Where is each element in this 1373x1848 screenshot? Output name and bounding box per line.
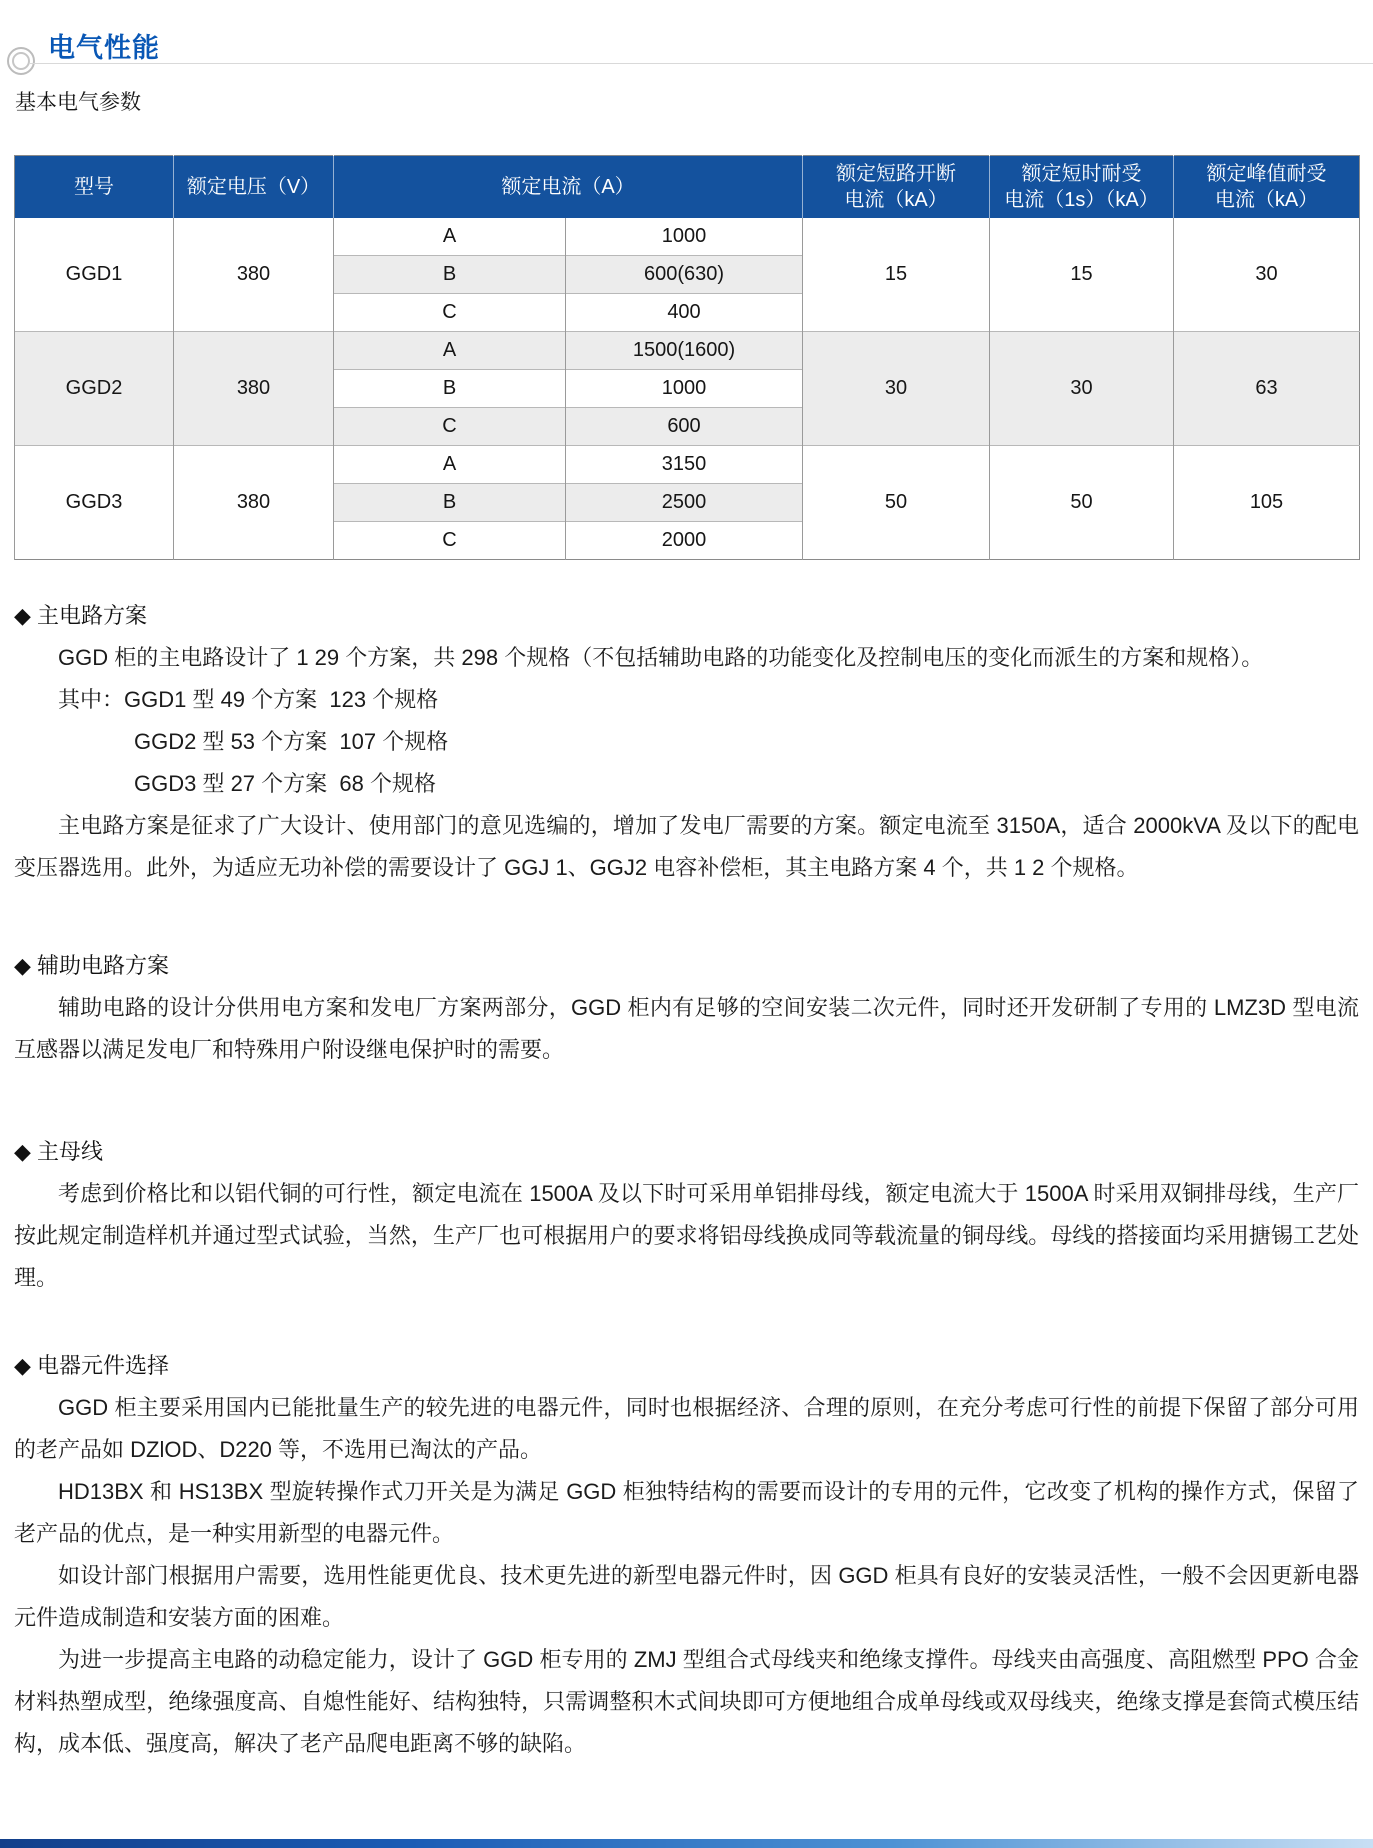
voltage-cell: 380 (174, 446, 334, 560)
model-cell: GGD1 (15, 218, 174, 332)
current-value-cell: 400 (566, 294, 803, 332)
header-voltage: 额定电压（V） (174, 156, 334, 219)
scheme-note-line: GGD3 型 27 个方案 68 个规格 (134, 771, 436, 796)
current-value-cell: 1000 (566, 218, 803, 256)
current-letter-cell: C (334, 294, 566, 332)
paragraph: HD13BX 和 HS13BX 型旋转操作式刀开关是为满足 GGD 柜独特结构的需要而设计的专用的元件，它改变了机构的操作方式，保留了老产品的优点，是一种实用新型的电器元件。 (14, 1479, 1359, 1546)
current-value-cell: 2500 (566, 484, 803, 522)
table-row (15, 446, 1360, 484)
current-letter-cell: A (334, 332, 566, 370)
header-divider-line (30, 63, 1373, 64)
current-value-cell: 600(630) (566, 256, 803, 294)
current-letter-cell: A (334, 218, 566, 256)
section-heading: ◆ 电器元件选择 (14, 1353, 170, 1378)
section-heading: ◆ 主电路方案 (14, 603, 148, 628)
peak-current-cell: 63 (1174, 332, 1360, 446)
peak-current-cell: 105 (1174, 446, 1360, 560)
section-component-selection (0, 1345, 1373, 1765)
scheme-note-line: GGD2 型 53 个方案 107 个规格 (134, 729, 449, 754)
current-letter-cell: A (334, 446, 566, 484)
breaking-current-cell: 30 (803, 332, 990, 446)
model-cell: GGD2 (15, 332, 174, 446)
ring-icon (7, 47, 35, 75)
paragraph: 为进一步提高主电路的动稳定能力，设计了 GGD 柜专用的 ZMJ 型组合式母线夹和绝缘支撑件。母线夹由高强度、高阻燃型 PPO 合金材料热塑成型，绝缘强度高、自熄性能好、结构独特，只需调整积木式间块即可方便地组合成单母线或双母线夹，绝缘支撑是套筒式模压结构，成本低、强度高，解决了老产品爬电距离不够的缺陷。 (14, 1647, 1359, 1756)
section-heading: ◆ 主母线 (14, 1139, 104, 1164)
voltage-cell: 380 (174, 218, 334, 332)
table-header-row (15, 156, 1360, 219)
paragraph: 考虑到价格比和以铝代铜的可行性，额定电流在 1500A 及以下时可采用单铝排母线，额定电流大于 1500A 时采用双铜排母线，生产厂按此规定制造样机并通过型式试验，当然，生产厂也可根据用户的要求将铝母线换成同等载流量的铜母线。母线的搭接面均采用搪锡工艺处理。 (14, 1181, 1359, 1290)
current-value-cell: 1000 (566, 370, 803, 408)
section-heading: ◆ 辅助电路方案 (14, 953, 170, 978)
section-auxiliary-circuit (0, 945, 1373, 1071)
header-breaking-current: 额定短路开断 电流（kA） (803, 156, 990, 219)
peak-current-cell: 30 (1174, 218, 1360, 332)
header-model: 型号 (15, 156, 174, 219)
table-subtitle: 基本电气参数 (15, 91, 141, 114)
table-row (15, 332, 1360, 370)
current-value-cell: 1500(1600) (566, 332, 803, 370)
section-main-circuit (0, 595, 1373, 889)
paragraph: 主电路方案是征求了广大设计、使用部门的意见选编的，增加了发电厂需要的方案。额定电流至 3150A，适合 2000kVA 及以下的配电变压器选用。此外，为适应无功补偿的需要设计了 GGJ 1、GGJ2 电容补偿柜，其主电路方案 4 个，共 1 2 个规格。 (14, 813, 1359, 880)
current-value-cell: 2000 (566, 522, 803, 560)
current-value-cell: 600 (566, 408, 803, 446)
current-letter-cell: B (334, 370, 566, 408)
paragraph: GGD 柜的主电路设计了 1 29 个方案，共 298 个规格（不包括辅助电路的功能变化及控制电压的变化而派生的方案和规格）。 (58, 645, 1264, 670)
footer-gradient-bar (0, 1839, 1373, 1848)
breaking-current-cell: 50 (803, 446, 990, 560)
model-cell: GGD3 (15, 446, 174, 560)
current-letter-cell: C (334, 408, 566, 446)
paragraph: 如设计部门根据用户需要，选用性能更优良、技术更先进的新型电器元件时，因 GGD 柜具有良好的安装灵活性，一般不会因更新电器元件造成制造和安装方面的困难。 (14, 1563, 1359, 1630)
header-current: 额定电流（A） (334, 156, 803, 219)
section-main-busbar (0, 1131, 1373, 1299)
scheme-note-line: 其中：GGD1 型 49 个方案 123 个规格 (58, 687, 439, 712)
current-letter-cell: B (334, 484, 566, 522)
header-withstand-current: 额定短时耐受 电流（1s）（kA） (990, 156, 1174, 219)
withstand-current-cell: 30 (990, 332, 1174, 446)
breaking-current-cell: 15 (803, 218, 990, 332)
withstand-current-cell: 15 (990, 218, 1174, 332)
page-header (0, 0, 1373, 120)
voltage-cell: 380 (174, 332, 334, 446)
current-letter-cell: B (334, 256, 566, 294)
current-letter-cell: C (334, 522, 566, 560)
electrical-parameters-table (14, 155, 1360, 560)
withstand-current-cell: 50 (990, 446, 1174, 560)
current-value-cell: 3150 (566, 446, 803, 484)
page-title: 电气性能 (48, 33, 160, 63)
table-row (15, 218, 1360, 256)
paragraph: GGD 柜主要采用国内已能批量生产的较先进的电器元件，同时也根据经济、合理的原则，在充分考虑可行性的前提下保留了部分可用的老产品如 DZlOD、D220 等，不选用已淘汰的产品。 (14, 1395, 1359, 1462)
content-flow (0, 559, 1373, 1765)
header-peak-current: 额定峰值耐受 电流（kA） (1174, 156, 1360, 219)
paragraph: 辅助电路的设计分供用电方案和发电厂方案两部分，GGD 柜内有足够的空间安装二次元件，同时还开发研制了专用的 LMZ3D 型电流互感器以满足发电厂和特殊用户附设继电保护时的需要。 (14, 995, 1359, 1062)
